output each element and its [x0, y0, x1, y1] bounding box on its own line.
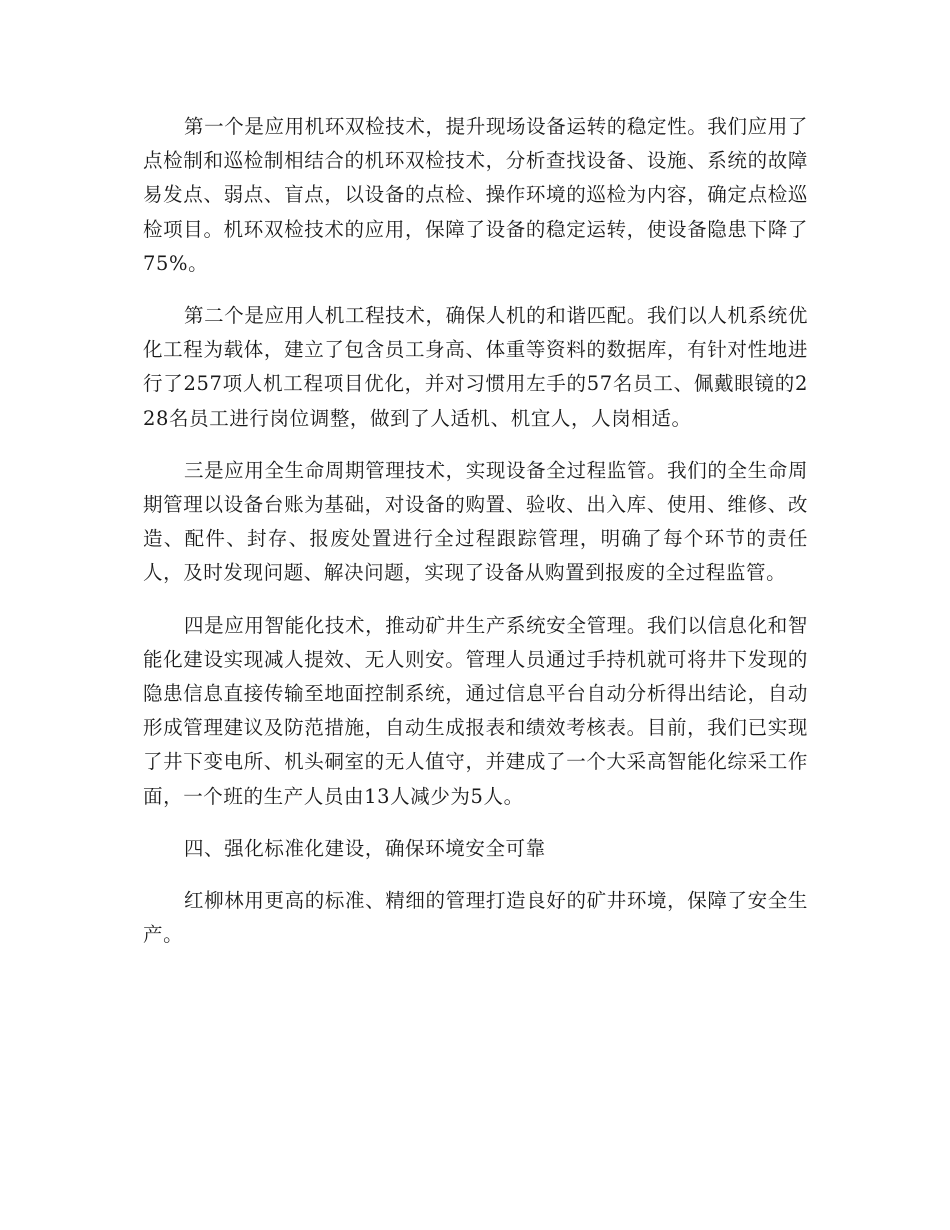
paragraph-ergonomics: 第二个是应用人机工程技术，确保人机的和谐匹配。我们以人机系统优化工程为载体，建立了包含员工身高、体重等资料的数据库，有针对性地进行了257项人机工程项目优化，并对习惯用左手的57名员工、佩戴眼镜的228名员工进行岗位调整，做到了人适机、机宜人，人岗相适。 [143, 304, 808, 430]
document-body [143, 110, 808, 970]
paragraph-machine-environment-inspection: 第一个是应用机环双检技术，提升现场设备运转的稳定性。我们应用了点检制和巡检制相结合的机环双检技术，分析查找设备、设施、系统的故障易发点、弱点、盲点，以设备的点检、操作环境的巡检为内容，确定点检巡检项目。机环双检技术的应用，保障了设备的稳定运转，使设备隐患下降了75%。 [143, 115, 808, 275]
paragraph-lifecycle-management: 三是应用全生命周期管理技术，实现设备全过程监管。我们的全生命周期管理以设备台账为基础，对设备的购置、验收、出入库、使用、维修、改造、配件、封存、报废处置进行全过程跟踪管理，明确了每个环节的责任人，及时发现问题、解决问题，实现了设备从购置到报废的全过程监管。 [143, 458, 808, 585]
paragraph-mine-environment: 红柳林用更高的标准、精细的管理打造良好的矿井环境，保障了安全生产。 [143, 889, 808, 947]
paragraph-intelligent-technology: 四是应用智能化技术，推动矿井生产系统安全管理。我们以信息化和智能化建设实现减人提效、无人则安。管理人员通过手持机就可将井下发现的隐患信息直接传输至地面控制系统，通过信息平台自动分析得出结论，自动形成管理建议及防范措施，自动生成报表和绩效考核表。目前，我们已实现了井下变电所、机头硐室的无人值守，并建成了一个大采高智能化综采工作面，一个班的生产人员由13人减少为5人。 [143, 613, 808, 808]
section-heading-standardization: 四、强化标准化建设，确保环境安全可靠 [183, 836, 546, 860]
